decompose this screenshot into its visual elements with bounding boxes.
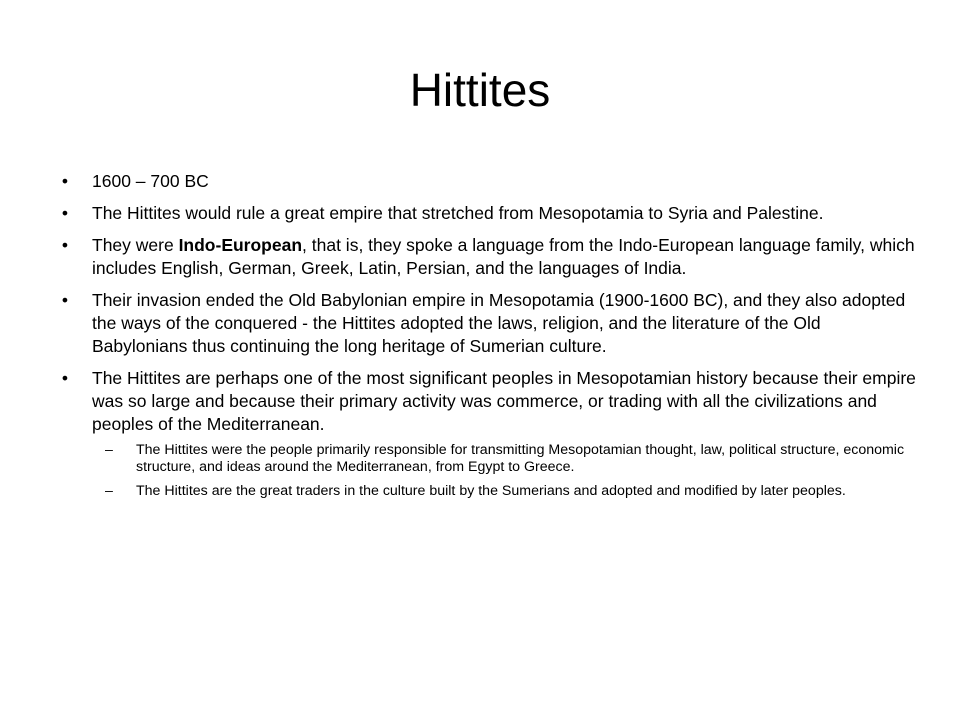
bullet-text-rest: , that is, they spoke a language from the Indo-European language family, which includes English, German, Greek, Latin, Persian, and the languages of India. <box>92 235 915 278</box>
bullet-item <box>56 289 916 358</box>
bullet-item <box>56 367 916 436</box>
sub-bullet-item <box>56 442 916 476</box>
slide-content <box>56 170 916 507</box>
bullet-icon: • <box>61 368 69 388</box>
slide-title: Hittites <box>409 64 551 116</box>
bullet-text: The Hittites are perhaps one of the most significant peoples in Mesopotamian history because their empire was so large and because their primary activity was commerce, or trading with all the civilizations and peoples of the Mediterranean. <box>92 368 916 434</box>
bullet-text: Their invasion ended the Old Babylonian empire in Mesopotamia (1900-1600 BC), and they also adopted the ways of the conquered - the Hittites adopted the laws, religion, and the literature of the Old Babylonians thus continuing the long heritage of Sumerian culture. <box>92 290 906 356</box>
bullet-text <box>92 234 916 280</box>
sub-bullet-item <box>56 483 916 500</box>
dash-icon: – <box>105 483 113 499</box>
bullet-text-bold: Indo-European <box>178 235 303 255</box>
bullet-item <box>56 202 916 225</box>
bullet-text: The Hittites would rule a great empire that stretched from Mesopotamia to Syria and Palestine. <box>92 203 824 223</box>
bullet-item <box>56 170 916 193</box>
bullet-icon: • <box>61 171 69 191</box>
bullet-text-lead: They were <box>92 235 179 255</box>
bullet-icon: • <box>61 235 69 255</box>
dash-icon: – <box>105 442 113 458</box>
bullet-icon: • <box>61 203 69 223</box>
bullet-icon: • <box>61 290 69 310</box>
sub-bullet-text: The Hittites are the great traders in the culture built by the Sumerians and adopted and modified by later peoples. <box>136 483 846 499</box>
bullet-text: 1600 – 700 BC <box>92 171 209 191</box>
bullet-item <box>56 234 916 280</box>
sub-bullet-text: The Hittites were the people primarily responsible for transmitting Mesopotamian thought, law, political structure, economic structure, and ideas around the Mediterranean, from Egypt to Greece. <box>136 442 905 475</box>
